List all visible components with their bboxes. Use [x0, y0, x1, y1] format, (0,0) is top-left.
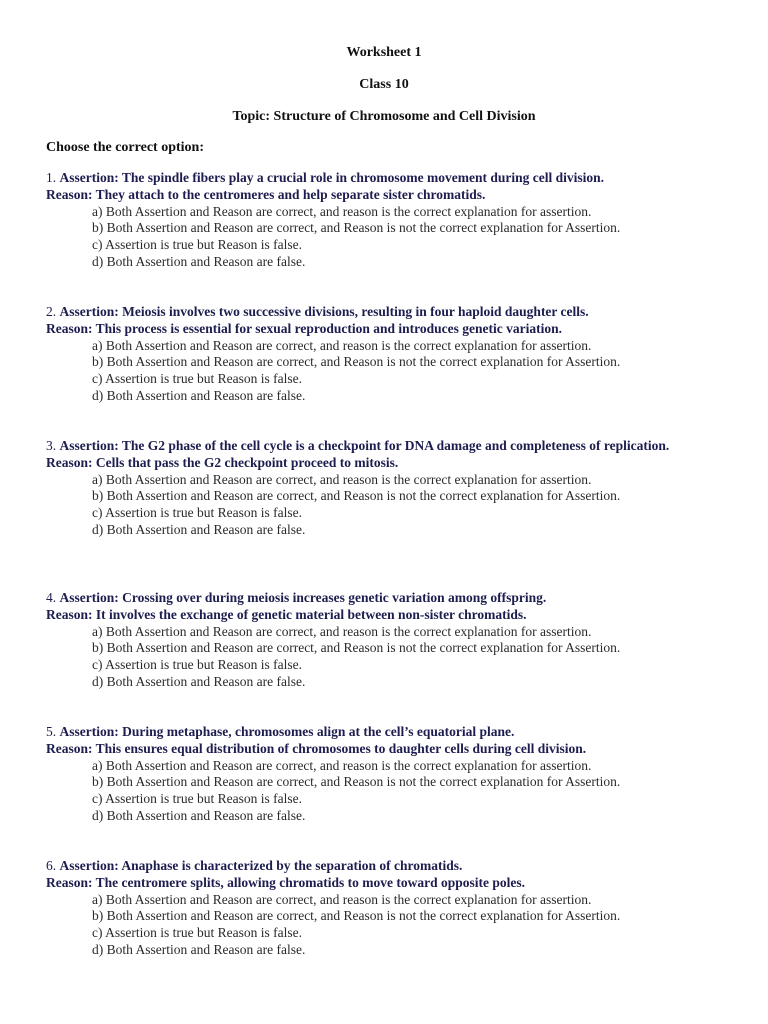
assertion-line	[46, 438, 746, 455]
reason-text: Reason: Cells that pass the G2 checkpoint proceed to mitosis.	[46, 454, 399, 470]
reason-text: Reason: The centromere splits, allowing chromatids to move toward opposite poles.	[46, 874, 525, 890]
reason-text: Reason: This ensures equal distribution of chromosomes to daughter cells during cell division.	[46, 740, 587, 756]
option-list	[46, 758, 746, 825]
question-number: 1.	[46, 170, 57, 185]
assertion-line	[46, 304, 746, 321]
instruction-text: Choose the correct option:	[46, 140, 204, 155]
option-b: b) Both Assertion and Reason are correct, and Reason is not the correct explanation for Assertion.	[92, 220, 621, 236]
option-d: d) Both Assertion and Reason are false.	[92, 941, 306, 957]
question-block-3	[46, 438, 746, 539]
reason-text: Reason: They attach to the centromeres and help separate sister chromatids.	[46, 186, 486, 202]
topic-heading: Topic: Structure of Chromosome and Cell Division	[232, 109, 536, 124]
assertion-text: Assertion: The G2 phase of the cell cycle is a checkpoint for DNA damage and completeness of replication.	[59, 438, 670, 453]
option-d: d) Both Assertion and Reason are false.	[92, 387, 306, 403]
option-a: a) Both Assertion and Reason are correct, and reason is the correct explanation for assertion.	[92, 203, 592, 219]
option-d: d) Both Assertion and Reason are false.	[92, 807, 306, 823]
question-number: 5.	[46, 724, 57, 739]
question-number: 2.	[46, 304, 57, 319]
option-list	[46, 892, 746, 959]
option-list	[46, 472, 746, 539]
option-a: a) Both Assertion and Reason are correct, and reason is the correct explanation for assertion.	[92, 891, 592, 907]
option-c: c) Assertion is true but Reason is false.	[92, 237, 302, 253]
option-a: a) Both Assertion and Reason are correct, and reason is the correct explanation for assertion.	[92, 757, 592, 773]
option-b: b) Both Assertion and Reason are correct, and Reason is not the correct explanation for Assertion.	[92, 908, 621, 924]
option-c: c) Assertion is true but Reason is false.	[92, 657, 302, 673]
reason-text: Reason: This process is essential for sexual reproduction and introduces genetic variation.	[46, 320, 563, 336]
option-c: c) Assertion is true but Reason is false.	[92, 925, 302, 941]
reason-text: Reason: It involves the exchange of genetic material between non-sister chromatids.	[46, 606, 527, 622]
option-a: a) Both Assertion and Reason are correct, and reason is the correct explanation for assertion.	[92, 471, 592, 487]
assertion-text: Assertion: Anaphase is characterized by the separation of chromatids.	[59, 858, 463, 873]
question-number: 4.	[46, 590, 57, 605]
option-a: a) Both Assertion and Reason are correct, and reason is the correct explanation for assertion.	[92, 337, 592, 353]
assertion-line	[46, 724, 746, 741]
assertion-text: Assertion: Crossing over during meiosis increases genetic variation among offspring.	[59, 590, 547, 605]
question-block-4	[46, 590, 746, 691]
option-a: a) Both Assertion and Reason are correct, and reason is the correct explanation for assertion.	[92, 623, 592, 639]
assertion-text: Assertion: The spindle fibers play a crucial role in chromosome movement during cell division.	[59, 170, 604, 185]
question-block-1	[46, 170, 746, 271]
option-c: c) Assertion is true but Reason is false.	[92, 791, 302, 807]
question-block-6	[46, 858, 746, 959]
option-d: d) Both Assertion and Reason are false.	[92, 253, 306, 269]
worksheet-title: Worksheet 1	[346, 45, 422, 60]
option-b: b) Both Assertion and Reason are correct, and Reason is not the correct explanation for Assertion.	[92, 354, 621, 370]
assertion-text: Assertion: During metaphase, chromosomes align at the cell’s equatorial plane.	[59, 724, 515, 739]
option-b: b) Both Assertion and Reason are correct, and Reason is not the correct explanation for Assertion.	[92, 640, 621, 656]
option-c: c) Assertion is true but Reason is false.	[92, 371, 302, 387]
option-b: b) Both Assertion and Reason are correct, and Reason is not the correct explanation for Assertion.	[92, 488, 621, 504]
option-c: c) Assertion is true but Reason is false.	[92, 505, 302, 521]
assertion-line	[46, 858, 746, 875]
assertion-text: Assertion: Meiosis involves two successive divisions, resulting in four haploid daughter cells.	[59, 304, 589, 319]
option-list	[46, 624, 746, 691]
option-b: b) Both Assertion and Reason are correct, and Reason is not the correct explanation for Assertion.	[92, 774, 621, 790]
question-block-2	[46, 304, 746, 405]
question-number: 6.	[46, 858, 57, 873]
option-list	[46, 204, 746, 271]
option-d: d) Both Assertion and Reason are false.	[92, 673, 306, 689]
assertion-line	[46, 170, 746, 187]
question-number: 3.	[46, 438, 57, 453]
class-label: Class 10	[359, 77, 409, 92]
assertion-line	[46, 590, 746, 607]
question-block-5	[46, 724, 746, 825]
option-d: d) Both Assertion and Reason are false.	[92, 521, 306, 537]
option-list	[46, 338, 746, 405]
